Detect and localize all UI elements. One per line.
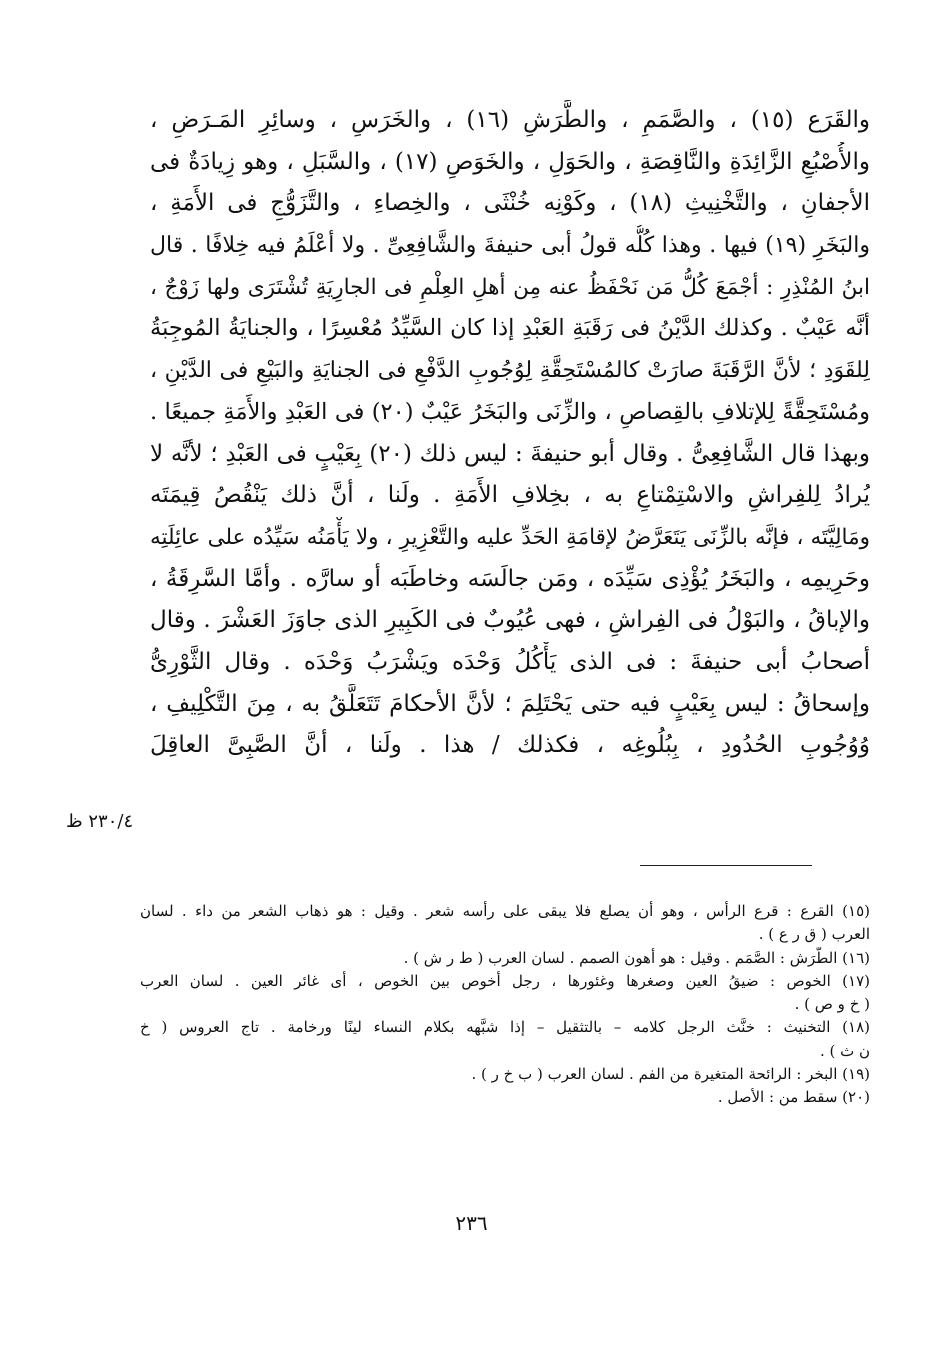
footnote-line: العرب ( ق ر ع ) . [758,925,870,944]
footnote-line: (٢٠) سقط من : الأصل . [717,1088,870,1107]
page-number: ٢٣٦ [455,1211,488,1235]
footnote-separator [640,865,812,866]
footnote-line: (١٥) القرع : قرع الرأس ، وهو أن يصلع فلا يبقى على رأسه شعر . وقيل : هو ذهاب الشعر من داء . لسان [140,902,870,920]
footnotes [140,900,870,1110]
text-line: والإباقُ ، والبَوْلُ فى الفِراشِ ، فهى عُيُوبٌ فى الكَبِيرِ الذى جاوَزَ العَشْرَ . وقال [150,607,870,634]
text-line: أصحابُ أبى حنيفةَ : فى الذى يَأْكُلُ وَحْدَه ويَشْرَبُ وَحْدَه . وقال الثَّوْرِىُّ [150,648,870,675]
footnote-line: (١٩) البخر : الرائحة المتغيرة من الفم . لسان العرب ( ب خ ر ) . [471,1065,870,1084]
manuscript-folio-note: ٢٣٠/٤ ظ [66,811,134,832]
text-line: والقَرَع (١٥) ، والصَّمَمِ ، والطَّرَشِ (١٦) ، والخَرَسِ ، وسائِرِ المَـرَضِ ، [150,107,870,133]
footnote-line: (١٨) التخنيث : خنَّث الرجل كلامه – بالتثقيل – إذا شبَّهه بكلام النساء لينًا ورخامة . تاج العروس ( خ [140,1018,870,1037]
text-line: والبَخَرِ (١٩) فيها . وهذا كُلُّه قولُ أبى حنيفةَ والشَّافِعِىِّ . ولا أعْلَمُ فيه خِلافًا . قال [150,233,870,259]
footnote-line: ن ث ) . [819,1041,870,1060]
footnote-line: ( خ و ص ) . [794,995,870,1014]
text-line: ابنُ المُنْذِرِ : أجْمَعَ كُلُّ مَن نَحْفَظُ عنه مِن أهلِ العِلْمِ فى الجارِيَةِ تُشْتَرَى ولها زَوْجٌ ، [150,274,870,300]
footnote-line: (١٧) الخوص : ضيقُ العين وصغرها وغئورها ، رجل أخوص بين الخوص ، أى غائر العين . لسان العرب [140,971,870,990]
text-line: يُرادُ لِلفِراشِ والاسْتِمْتاعِ به ، بخِلافِ الأَمَةِ . ولَنا ، أنَّ ذلك يَنْقُصُ قِيمَتَه [150,482,870,509]
text-line: والأُصْبُعِ الزَّائِدَةِ والنَّاقِصَةِ ، والحَوَلِ ، والخَوَصِ (١٧) ، والسَّبَلِ ، وهو زِيادَةٌ فى [150,148,870,175]
text-line: ومَالِيَّتَه ، فإنَّه بالزِّنَى يَتَعَرَّضُ لإقامَةِ الحَدِّ عليه والتَّعْزِيرِ ، ولا يَأْمَنُه سَيِّدُه على عائِلَتِه [150,524,870,550]
text-line: وحَرِيمِه ، والبَخَرُ يُؤْذِى سَيِّدَه ، ومَن جالَسَه وخاطَبَه أو سارَّه . وأمَّا السَّرِقَةُ ، [150,565,870,592]
main-text [150,100,870,767]
text-line: ومُسْتَحِقَّةً لِلإتلافِ بالقِصاصِ ، والزِّنَى والبَخَرُ عَيْبٌ (٢٠) فى العَبْدِ والأَمَةِ جميعًا . [150,398,870,425]
text-line: الأجفانِ ، والتَّخْنِيثِ (١٨) ، وكَوْنِه خُنْثَى ، والخِصاءِ ، والتَّزَوُّجِ فى الأَمَةِ ، [150,190,870,217]
text-line: لِلقَوَدِ ؛ لأنَّ الرَّقَبَةَ صارَتْ كالمُسْتَحِقَّةِ لِوُجُوبِ الدَّفْعِ فى الجنايَةِ والبَيْعِ فى الدَّيْنِ ، [150,358,870,384]
footnote-line: (١٦) الطَّرَش : الصَّمَم . وقيل : هو أهون الصمم . لسان العرب ( ط ر ش ) . [403,948,870,967]
text-line: أنَّه عَيْبٌ . وكذلك الدَّيْنُ فى رَقَبَةِ العَبْدِ إذا كان السَّيِّدُ مُعْسِرًا ، والجنايَةُ المُوجِبَةُ [150,315,870,342]
text-line: وإسحاقُ : ليس بِعَيْبٍ فيه حتى يَحْتَلِمَ ؛ لأنَّ الأحكامَ تَتَعَلَّقُ به ، مِنَ التَّكْلِيفِ ، [150,690,870,717]
text-line: وُوُجُوبِ الحُدُودِ ، بِبُلُوغِه ، فكذلك / هذا . ولَنا ، أنَّ الصَّبِىَّ العاقِلَ [150,732,870,759]
text-line: وبهذا قال الشَّافِعِىُّ . وقال أبو حنيفةَ : ليس ذلك (٢٠) بِعَيْبٍ فى العَبْدِ ؛ لأنَّه لا [150,440,870,467]
